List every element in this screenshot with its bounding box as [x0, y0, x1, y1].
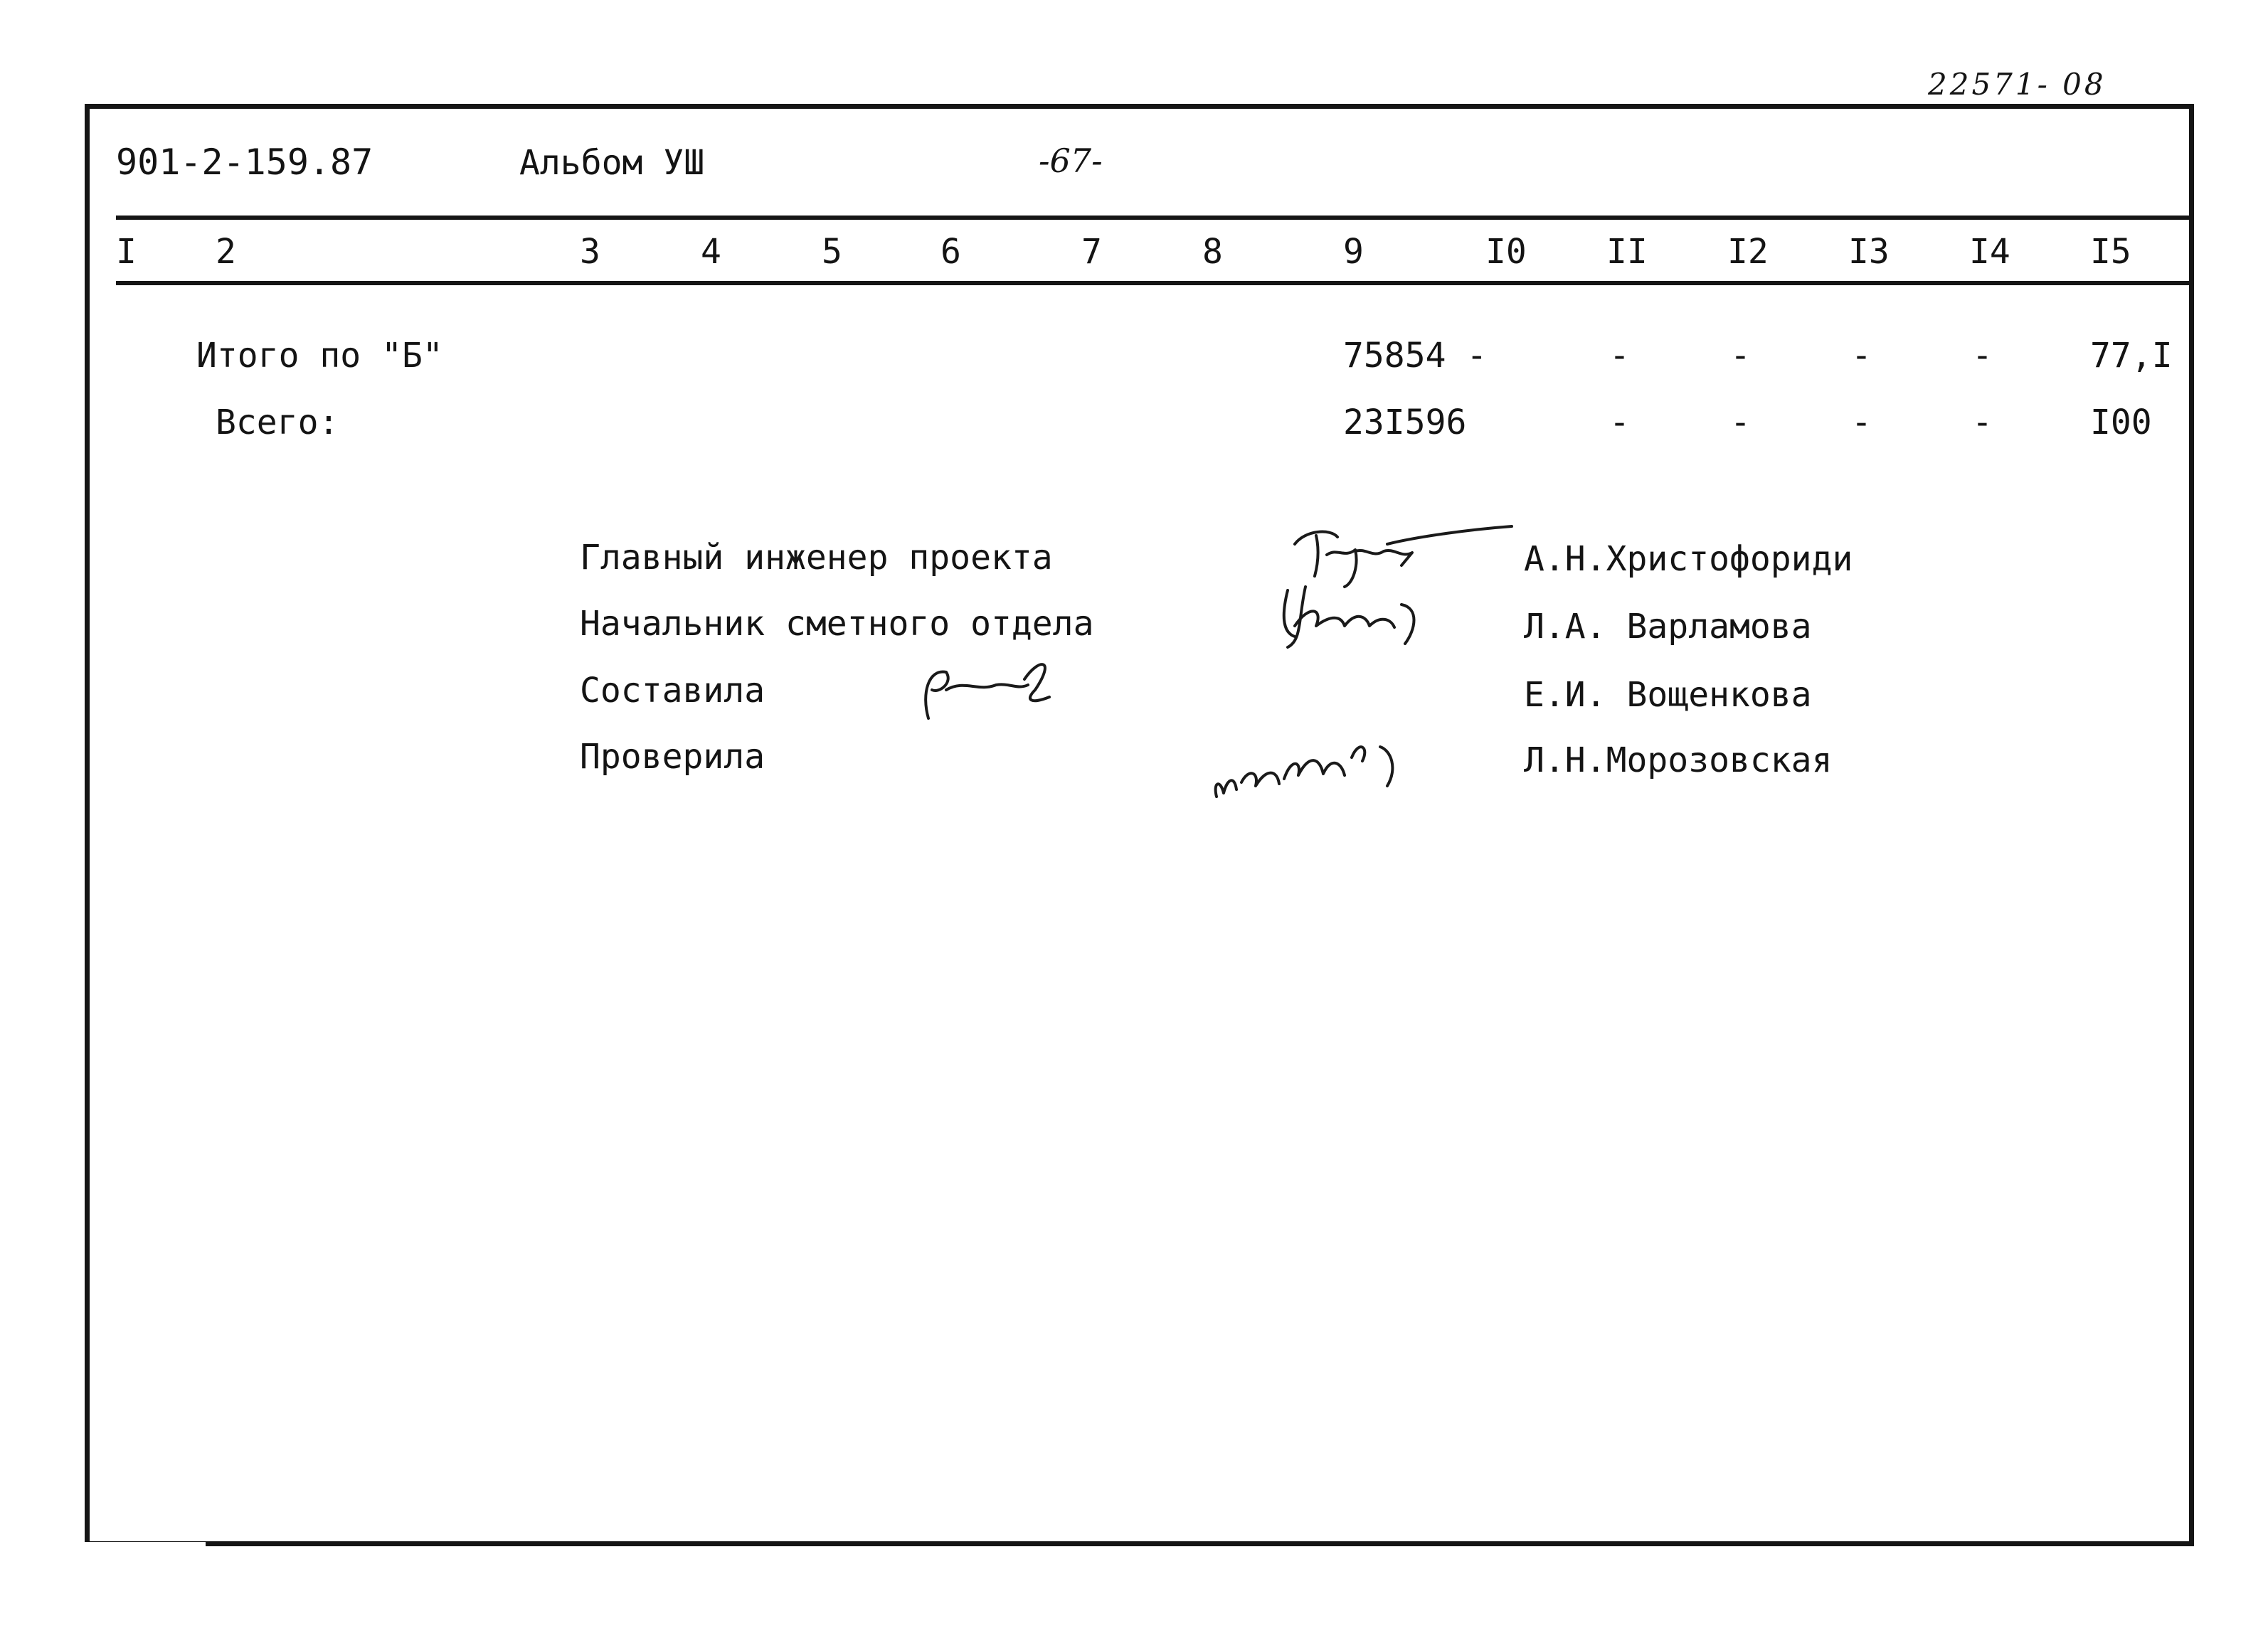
table-cell-col11: -: [1609, 336, 1630, 376]
column-header-2: 2: [216, 232, 236, 272]
column-header-9: 9: [1343, 232, 1364, 272]
signatory-name: Е.И. Вощенкова: [1524, 675, 1812, 715]
table-cell-col9: 75854 -: [1343, 336, 1488, 376]
bottom-edge-mark: [85, 1542, 206, 1546]
signatory-name: Л.Н.Морозовская: [1524, 740, 1833, 780]
album-label: Альбом УШ: [519, 143, 705, 183]
column-header-13: I3: [1848, 232, 1890, 272]
column-header-7: 7: [1081, 232, 1102, 272]
signatory-position: Составила: [580, 671, 765, 711]
archive-number: 22571- 08: [1928, 67, 2107, 102]
document-frame: [85, 104, 2194, 1546]
table-cell-col15: I00: [2090, 403, 2152, 442]
table-cell-col12: -: [1730, 403, 1751, 442]
signatory-position: Начальник сметного отдела: [580, 604, 1094, 644]
column-header-1: I: [116, 232, 137, 272]
table-row-label: Итого по "Б": [196, 336, 443, 376]
doc-code: 901-2-159.87: [116, 142, 373, 183]
column-header-4: 4: [701, 232, 721, 272]
column-header-11: II: [1606, 232, 1648, 272]
column-header-6: 6: [940, 232, 961, 272]
signature-checked-by: [1209, 718, 1416, 821]
table-cell-col9: 23I596: [1343, 403, 1467, 442]
table-cell-col11: -: [1609, 403, 1630, 442]
signatory-name: А.Н.Христофориди: [1524, 539, 1853, 579]
table-cell-col14: -: [1972, 336, 1993, 376]
signatory-position: Проверила: [580, 737, 765, 777]
signature-compiled-by: [911, 651, 1067, 722]
page-number: -67-: [1039, 142, 1103, 180]
signatory-position: Главный инженер проекта: [580, 538, 1053, 578]
column-header-12: I2: [1727, 232, 1769, 272]
table-cell-col13: -: [1851, 336, 1872, 376]
column-header-15: I5: [2090, 232, 2131, 272]
signatory-name: Л.А. Варламова: [1524, 607, 1812, 647]
column-header-5: 5: [822, 232, 842, 272]
column-header-10: I0: [1485, 232, 1527, 272]
table-cell-col12: -: [1730, 336, 1751, 376]
table-row-label: Всего:: [216, 403, 339, 442]
column-header-8: 8: [1202, 232, 1223, 272]
header-divider: [116, 216, 2194, 220]
column-header-14: I4: [1969, 232, 2010, 272]
table-cell-col15: 77,I: [2090, 336, 2173, 376]
signature-head-of-estimates: [1266, 576, 1444, 658]
column-header-divider: [116, 281, 2194, 285]
table-cell-col13: -: [1851, 403, 1872, 442]
table-cell-col14: -: [1972, 403, 1993, 442]
column-header-3: 3: [580, 232, 600, 272]
